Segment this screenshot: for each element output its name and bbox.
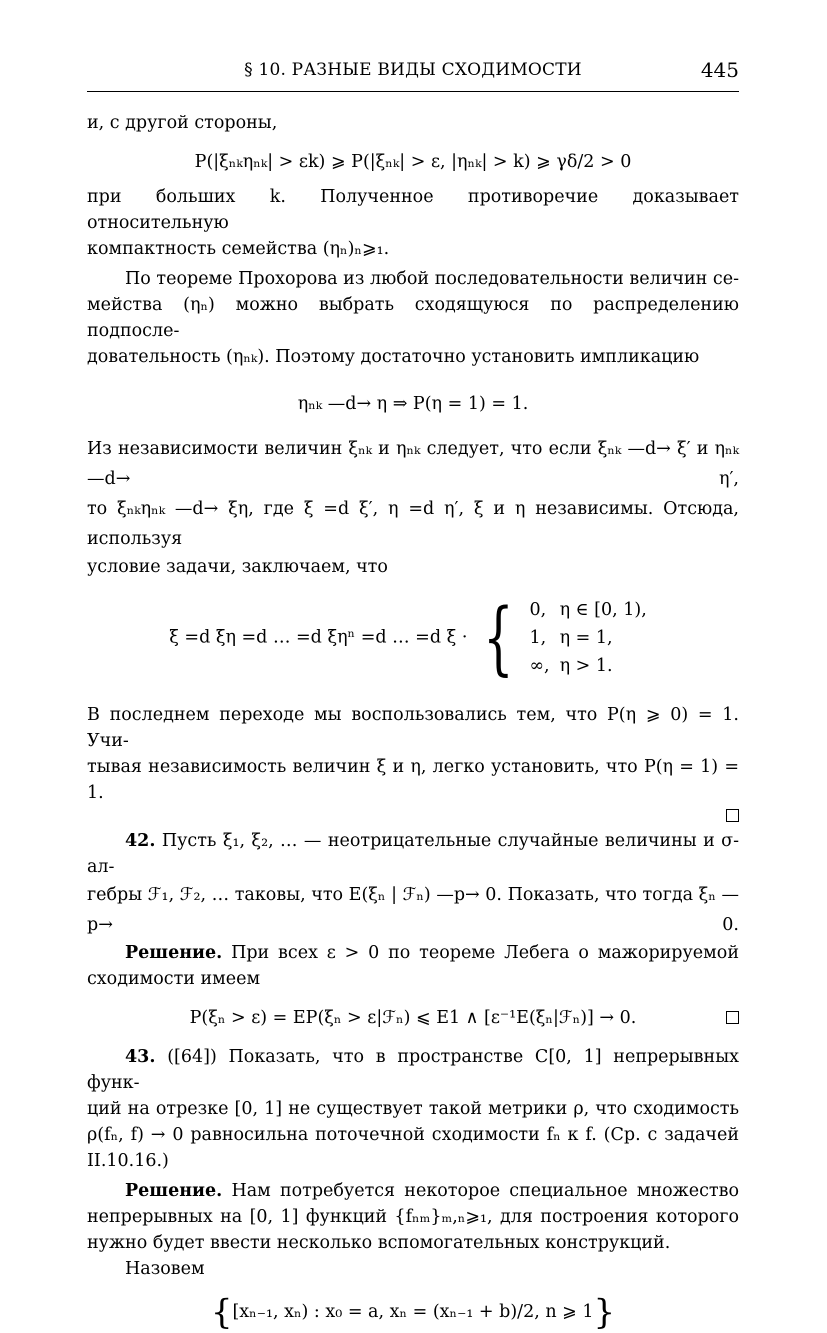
problem-43-line-4: II.10.16.) — [87, 1151, 169, 1171]
paragraph-5-line-2: тывая независимость величин ξ и η, легко установить, что P(η = 1) = 1. — [87, 757, 739, 803]
paragraph-6: Назовем — [125, 1259, 205, 1279]
paragraph-3-line-2: мейства (ηₙ) можно выбрать сходящуюся по распределению подпосле- — [87, 295, 739, 341]
close-brace: } — [593, 1292, 616, 1333]
solution-42-line-1 — [87, 940, 739, 966]
running-header — [87, 58, 739, 88]
page-number: 445 — [700, 58, 739, 82]
paragraph-3-line-3: довательность (ηₙₖ). Поэтому достаточно установить импликацию — [87, 347, 700, 367]
equation-3-lhs: ξ =d ξη =d … =d ξηⁿ =d … =d ξ · — [169, 627, 468, 648]
solution-42-text-1: При всех ε > 0 по теореме Лебега о мажорируемой — [231, 943, 739, 963]
paragraph-intro: и, с другой стороны, — [87, 113, 278, 133]
paragraph-4-line-2: то ξₙₖηₙₖ —d→ ξη, где ξ =d ξ′, η =d η′, ξ и η независимы. Отсюда, используя — [87, 499, 739, 549]
case-value: 0, — [529, 600, 547, 620]
cases-table — [529, 596, 656, 680]
case-condition: η ∈ [0, 1), — [559, 600, 647, 620]
problem-42-number: 42. — [125, 831, 156, 851]
equation-5-body: [xₙ₋₁, xₙ) : x₀ = a, xₙ = (xₙ₋₁ + b)/2, n ⩾ 1 — [232, 1302, 594, 1322]
running-title: § 10. РАЗНЫЕ ВИДЫ СХОДИМОСТИ — [244, 60, 582, 80]
equation-2: ηₙₖ —d→ η ⇒ P(η = 1) = 1. — [297, 394, 529, 414]
paragraph-2-line-1: при больших k. Полученное противоречие доказывает относительную — [87, 187, 739, 233]
qed-square-icon — [726, 809, 739, 822]
equation-5 — [87, 1292, 739, 1332]
solution-42-label: Решение. — [125, 943, 223, 963]
header-rule — [87, 91, 739, 92]
cases-brace: { — [483, 591, 514, 684]
open-brace: { — [210, 1292, 233, 1333]
case-condition: η > 1. — [559, 656, 613, 676]
equation-1: P(|ξₙₖηₙₖ| > εk) ⩾ P(|ξₙₖ| > ε, |ηₙₖ| > k) ⩾ γδ/2 > 0 — [194, 152, 632, 172]
problem-43-text-1: ([64]) Показать, что в пространстве C[0, 1] непрерывных функ- — [87, 1047, 739, 1093]
case-value: 1, — [529, 628, 547, 648]
qed-square-icon — [726, 1011, 739, 1024]
problem-42-line-1 — [87, 828, 739, 880]
equation-4: P(ξₙ > ε) = EP(ξₙ > ε|ℱₙ) ⩽ E1 ∧ [ε⁻¹E(ξₙ|ℱₙ)] → 0. — [189, 1008, 637, 1028]
paragraph-2-line-2: компактность семейства (ηₙ)ₙ⩾₁. — [87, 239, 390, 259]
page-body — [87, 110, 739, 1332]
case-row — [529, 624, 656, 652]
solution-43-line-3: нужно будет ввести несколько вспомогательных конструкций. — [87, 1233, 671, 1253]
case-condition: η = 1, — [559, 628, 613, 648]
problem-43-number: 43. — [125, 1047, 156, 1067]
problem-43-line-1 — [87, 1044, 739, 1096]
problem-42-line-2: гебры ℱ₁, ℱ₂, … таковы, что E(ξₙ | ℱₙ) —p→ 0. Показать, что тогда ξₙ —p→ 0. — [87, 885, 739, 935]
problem-43-line-2: ций на отрезке [0, 1] не существует такой метрики ρ, что сходимость — [87, 1099, 739, 1119]
problem-42-text-1: Пусть ξ₁, ξ₂, … — неотрицательные случайные величины и σ-ал- — [87, 831, 739, 877]
solution-43-label: Решение. — [125, 1181, 223, 1201]
paragraph-4-line-3: условие задачи, заключаем, что — [87, 557, 388, 577]
qed-row-1 — [87, 806, 739, 828]
problem-43-line-3: ρ(fₙ, f) → 0 равносильна поточечной сходимости fₙ к f. (Ср. с задачей — [87, 1125, 739, 1145]
equation-3 — [87, 591, 739, 692]
solution-43-line-2: непрерывных на [0, 1] функций {fₙₘ}ₘ,ₙ⩾₁, для построения которого — [87, 1207, 739, 1227]
solution-42-line-2: сходимости имеем — [87, 969, 261, 989]
paragraph-3-line-1: По теореме Прохорова из любой последовательности величин се- — [125, 269, 739, 289]
case-row — [529, 652, 656, 680]
equation-4-row — [87, 1002, 739, 1034]
paragraph-5-line-1: В последнем переходе мы воспользовались тем, что P(η ⩾ 0) = 1. Учи- — [87, 705, 739, 751]
case-row — [529, 596, 656, 624]
solution-43-line-1 — [87, 1178, 739, 1204]
case-value: ∞, — [529, 656, 550, 676]
solution-43-text-1: Нам потребуется некоторое специальное множество — [231, 1181, 739, 1201]
paragraph-4-line-1: Из независимости величин ξₙₖ и ηₙₖ следует, что если ξₙₖ —d→ ξ′ и ηₙₖ —d→ η′, — [87, 439, 739, 489]
